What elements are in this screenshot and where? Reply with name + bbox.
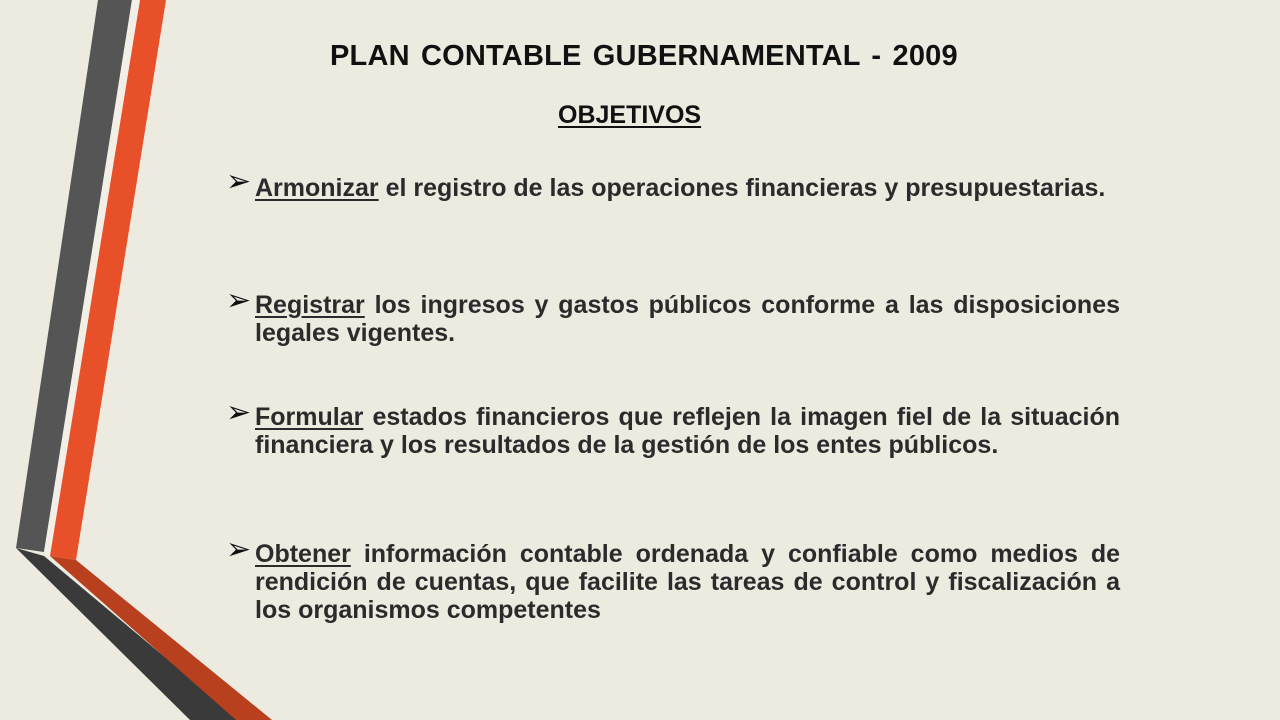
objective-text (255, 540, 1120, 624)
arrow-bullet-icon: ➢ (226, 533, 252, 566)
arrow-bullet-icon: ➢ (226, 396, 252, 429)
objective-description: los ingresos y gastos públicos conforme a las disposiciones legales vigentes. (255, 291, 1120, 347)
objective-description: información contable ordenada y confiable como medios de rendición de cuentas, que facilite las tareas de control y fiscalización a los organismos competentes (255, 540, 1120, 624)
objective-text (255, 172, 1120, 205)
page-title: PLAN CONTABLE GUBERNAMENTAL - 2009 (330, 40, 958, 72)
stripe-dark-lower (16, 548, 240, 720)
objective-item (226, 165, 1120, 205)
objective-item (226, 396, 1120, 459)
objective-description: estados financieros que reflejen la imagen fiel de la situación financiera y los resultados de la gestión de los entes públicos. (255, 403, 1120, 459)
section-subtitle: OBJETIVOS (558, 101, 702, 129)
objective-description: el registro de las operaciones financieras y presupuestarias. (378, 174, 1106, 202)
objective-item (226, 284, 1120, 347)
objective-keyword: Registrar (255, 291, 365, 319)
objective-keyword: Armonizar (255, 174, 379, 202)
arrow-bullet-icon: ➢ (226, 284, 252, 317)
objective-text (255, 403, 1120, 459)
objective-text (255, 291, 1120, 347)
objective-keyword: Obtener (255, 540, 351, 568)
objective-keyword: Formular (255, 403, 364, 431)
arrow-bullet-icon: ➢ (226, 165, 252, 198)
objective-item (226, 533, 1120, 624)
